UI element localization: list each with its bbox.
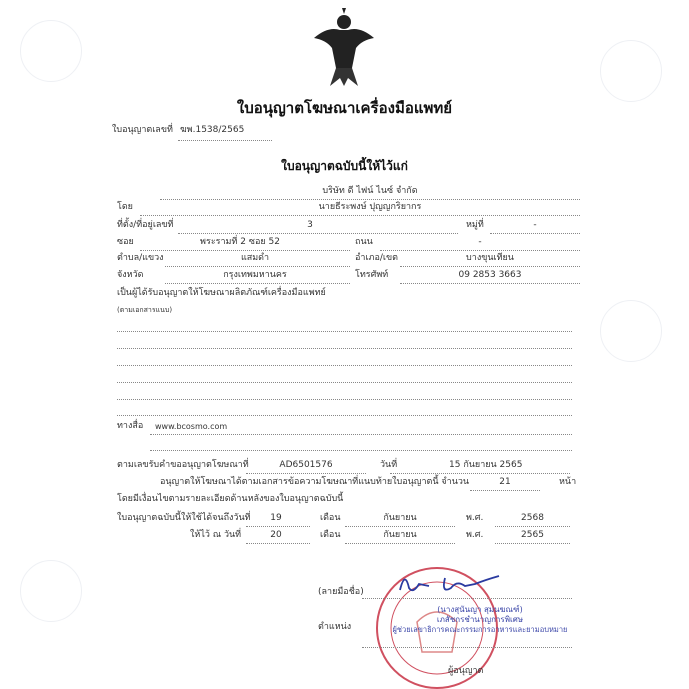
signer-name: (นางสุนันญา สุมนฆณฑ์) [437, 605, 523, 614]
subdistrict-label: ตำบล/แขวง [117, 253, 164, 263]
signature [395, 570, 505, 598]
date-label: วันที่ [380, 460, 398, 470]
valid-label: ใบอนุญาตฉบับนี้ให้ใช้ได้จนถึงวันที่ [117, 513, 251, 523]
moo-value: - [533, 220, 537, 230]
company-name: บริษัท ดี ไฟน์ ไนซ์ จำกัด [322, 186, 418, 196]
soi-label: ซอย [117, 237, 134, 247]
subdistrict-value: แสมดำ [240, 253, 270, 263]
issued-month: กันยายน [383, 530, 417, 540]
valid-year: 2568 [521, 513, 544, 523]
year-label: พ.ศ. [466, 513, 484, 523]
issued-label: ให้ไว้ ณ วันที่ [190, 530, 242, 540]
district-label: อำเภอ/เขต [355, 253, 398, 263]
request-label: ตามเลขรับคำขออนุญาตโฆษณาที่ [117, 460, 249, 470]
license-no-label: ใบอนุญาตเลขที่ [112, 125, 173, 135]
road-label: ถนน [355, 237, 373, 247]
address-label: ที่ตั้ง/ที่อยู่เลขที่ [117, 220, 174, 230]
issued-day: 20 [270, 530, 282, 540]
road-value: - [478, 237, 482, 247]
moo-label: หมู่ที่ [466, 220, 484, 230]
position-1: เภสัชกรชำนาญการพิเศษ [436, 615, 524, 624]
permit-text: เป็นผู้ได้รับอนุญาตให้โฆษณาผลิตภัณฑ์เครื่องมือแพทย์ [117, 288, 326, 298]
garuda-emblem [312, 8, 376, 88]
district-value: บางขุนเทียน [466, 253, 514, 263]
position-label: ตำแหน่ง [318, 622, 352, 632]
valid-month: กันยายน [383, 513, 417, 523]
by-value: นายธีระพงษ์ ปุญญกริยากร [318, 202, 422, 212]
province-label: จังหวัด [117, 270, 144, 280]
address-no: 3 [307, 220, 313, 230]
issued-year: 2565 [521, 530, 544, 540]
valid-day: 19 [270, 513, 282, 523]
issued-year-label: พ.ศ. [466, 530, 484, 540]
phone-value: 09 2853 3663 [458, 270, 522, 280]
pages-value: 21 [499, 477, 511, 487]
document-title: ใบอนุญาตโฆษณาเครื่องมือแพทย์ [236, 99, 453, 117]
position-2: ผู้ช่วยเลขาธิการคณะกรรมการอาหารและยามอบหมาย [392, 625, 568, 634]
phone-label: โทรศัพท์ [355, 270, 389, 280]
issued-to-heading: ใบอนุญาตฉบับนี้ให้ไว้แก่ [281, 159, 408, 173]
pages-unit: หน้า [559, 477, 577, 487]
attachment-note: (ตามเอกสารแนบ) [117, 306, 173, 314]
request-date: 15 กันยายน 2565 [449, 460, 523, 470]
province-value: กรุงเทพมหานคร [223, 270, 287, 280]
media-value[interactable]: www.bcosmo.com [155, 422, 228, 431]
license-no: ฆพ.1538/2565 [180, 125, 245, 135]
pages-text: อนุญาตให้โฆษณาได้ตามเอกสารข้อความโฆษณาที่แนบท้ายใบอนุญาตนี้ จำนวน [160, 477, 470, 487]
licensor-label: ผู้อนุญาต [448, 666, 484, 676]
signature-label: (ลายมือชื่อ) [318, 587, 364, 597]
media-label: ทางสื่อ [117, 421, 144, 431]
conditions-text: โดยมีเงื่อนไขตามรายละเอียดด้านหลังของใบอนุญาตฉบับนี้ [117, 494, 344, 504]
month-label: เดือน [320, 513, 341, 523]
soi-value: พระรามที่ 2 ซอย 52 [200, 237, 280, 247]
issued-month-label: เดือน [320, 530, 341, 540]
by-label: โดย [117, 202, 133, 212]
request-no: AD6501576 [279, 460, 333, 470]
